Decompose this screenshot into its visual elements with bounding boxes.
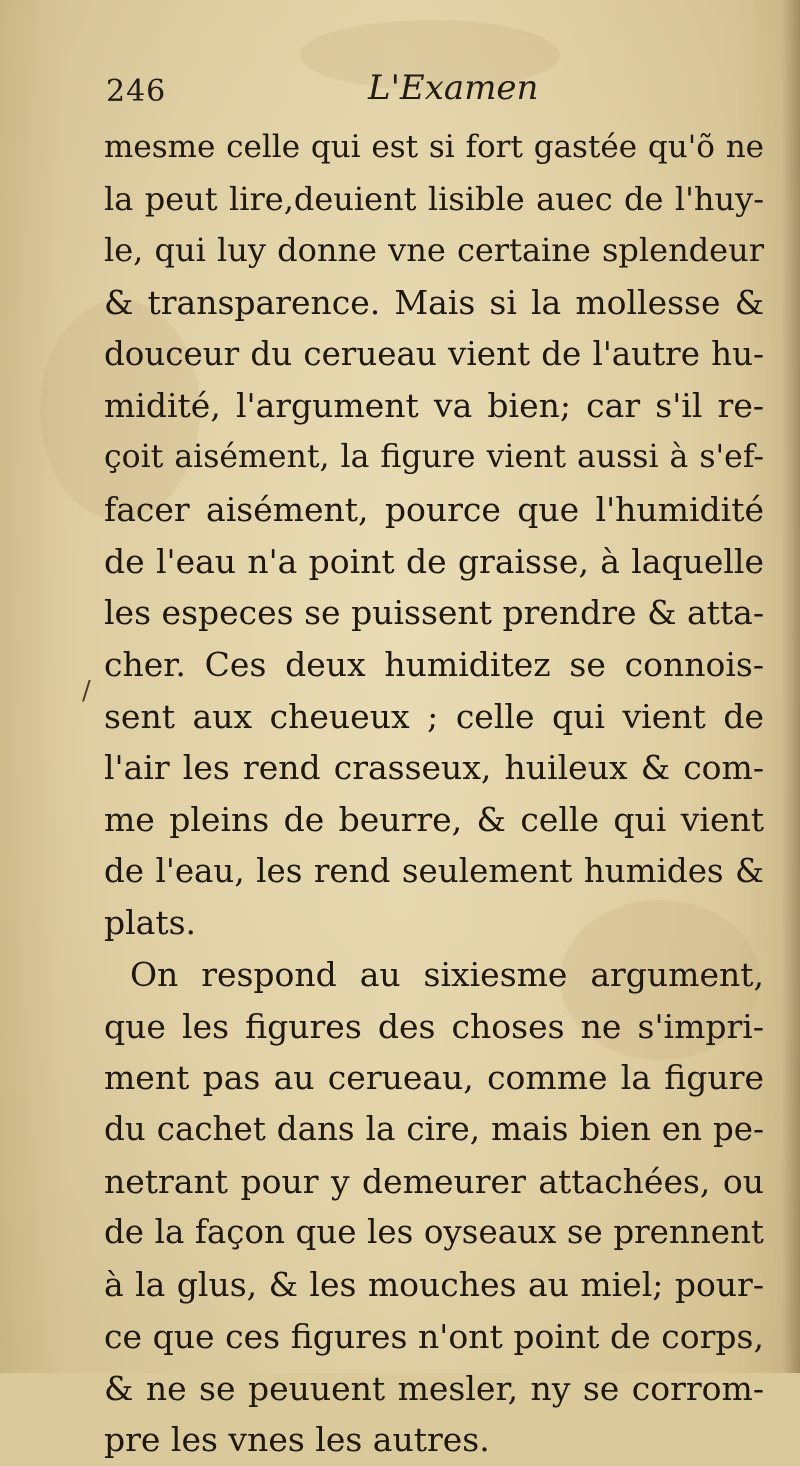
text-line: ce que ces figures n'ont point de corps, bbox=[104, 1316, 764, 1356]
text-line: sent aux cheueux ; celle qui vient de bbox=[104, 696, 764, 736]
text-line: de l'eau n'a point de graisse, à laquelle bbox=[104, 541, 764, 581]
text-line: netrant pour y demeurer attachées, ou bbox=[104, 1161, 764, 1201]
text-line: facer aisément, pource que l'humidité bbox=[104, 489, 764, 529]
margin-mark: / bbox=[82, 676, 91, 706]
text-line: douceur du cerueau vient de l'autre hu- bbox=[104, 334, 764, 373]
body-text bbox=[104, 122, 764, 1466]
text-line: & transparence. Mais si la mollesse & bbox=[104, 283, 764, 323]
text-line: & ne se peuuent mesler, ny se corrom- bbox=[104, 1368, 764, 1408]
text-line: la peut lire,deuient lisible auec de l'huy- bbox=[104, 179, 764, 218]
text-line: de la façon que les oyseaux se prennent bbox=[104, 1213, 764, 1252]
text-line: çoit aisément, la figure vient aussi à s'ef- bbox=[104, 439, 764, 476]
running-head bbox=[106, 66, 666, 116]
text-line: de l'eau, les rend seulement humides & bbox=[104, 851, 764, 890]
paragraph-first-line: On respond au sixiesme argument, bbox=[130, 955, 764, 994]
text-line: du cachet dans la cire, mais bien en pe- bbox=[104, 1110, 764, 1149]
text-line: l'air les rend crasseux, huileux & com- bbox=[104, 748, 764, 788]
text-line: cher. Ces deux humiditez se connois- bbox=[104, 644, 764, 684]
page-number: 246 bbox=[106, 74, 167, 109]
text-line: à la glus, & les mouches au miel; pour- bbox=[104, 1265, 764, 1305]
text-line: le, qui luy donne vne certaine splendeur bbox=[104, 231, 764, 270]
text-line: plats. bbox=[104, 903, 197, 943]
running-title: L'Examen bbox=[368, 68, 539, 108]
text-line: mesme celle qui est si fort gastée qu'õ ne bbox=[104, 129, 764, 165]
text-line: me pleins de beurre, & celle qui vient bbox=[104, 799, 764, 839]
text-line: ment pas au cerueau, comme la figure bbox=[104, 1058, 764, 1098]
spine-shadow bbox=[782, 0, 800, 1373]
text-line: midité, l'argument va bien; car s'il re- bbox=[104, 386, 764, 426]
text-line: les especes se puissent prendre & atta- bbox=[104, 593, 764, 633]
text-line: pre les vnes les autres. bbox=[104, 1420, 490, 1460]
text-line: que les figures des choses ne s'impri- bbox=[104, 1006, 764, 1046]
